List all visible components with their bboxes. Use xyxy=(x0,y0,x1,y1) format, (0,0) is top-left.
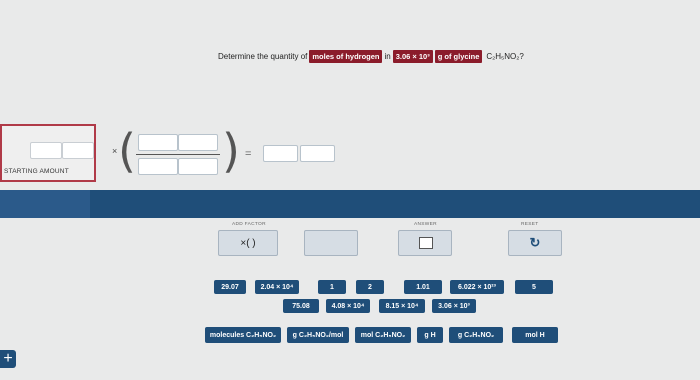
tile-8-15e4[interactable]: 8.15 × 10⁴ xyxy=(379,299,425,313)
answer-box-icon xyxy=(419,237,433,249)
equals-operator: = xyxy=(245,148,252,160)
numerator-value-field[interactable] xyxy=(138,134,178,151)
tile-75-08[interactable]: 75.08 xyxy=(283,299,319,313)
tile-2[interactable]: 2 xyxy=(356,280,384,294)
add-button[interactable]: + xyxy=(0,350,16,368)
tile-29-07[interactable]: 29.07 xyxy=(214,280,246,294)
answer-button[interactable] xyxy=(398,230,452,256)
tile-6-022e23[interactable]: 6.022 × 10²³ xyxy=(450,280,504,294)
starting-amount-label: STARTING AMOUNT xyxy=(4,168,69,175)
answer-label: ANSWER xyxy=(414,222,437,227)
tile-mol-glycine[interactable]: mol C₂H₅NO₂ xyxy=(355,327,411,343)
conversion-factor xyxy=(118,126,248,182)
left-paren: ( xyxy=(118,124,136,178)
question-middle: in xyxy=(384,52,391,61)
tile-mol-hydrogen[interactable]: mol H xyxy=(512,327,558,343)
tile-g-glycine-per-mol[interactable]: g C₂H₅NO₂/mol xyxy=(287,327,349,343)
tile-4-08e4[interactable]: 4.08 × 10⁴ xyxy=(326,299,370,313)
denominator-unit-field[interactable] xyxy=(178,158,218,175)
tile-molecules-glycine[interactable]: molecules C₂H₅NO₂ xyxy=(205,327,281,343)
result-unit-field[interactable] xyxy=(300,145,335,162)
right-paren: ) xyxy=(222,124,240,178)
result-value-field[interactable] xyxy=(263,145,298,162)
denominator-value-field[interactable] xyxy=(138,158,178,175)
tile-2-04e4[interactable]: 2.04 × 10⁴ xyxy=(255,280,299,294)
reset-button[interactable] xyxy=(508,230,562,256)
add-factor-button[interactable]: ×( ) xyxy=(218,230,278,256)
question-highlight-mass: 3.06 × 10³ xyxy=(393,50,433,63)
question-highlight-moles-hydrogen: moles of hydrogen xyxy=(309,50,382,63)
tile-1[interactable]: 1 xyxy=(318,280,346,294)
question-formula: C₂H₅NO₂? xyxy=(486,52,524,61)
question-text xyxy=(218,50,524,63)
question-prefix: Determine the quantity of xyxy=(218,52,308,61)
reset-icon: ↻ xyxy=(529,235,541,250)
blank-tool-slot xyxy=(304,230,358,256)
tile-g-glycine[interactable]: g C₂H₅NO₂ xyxy=(449,327,503,343)
divider-band xyxy=(0,190,700,218)
numerator-unit-field[interactable] xyxy=(178,134,218,151)
starting-amount-value-field[interactable] xyxy=(30,142,62,159)
multiply-operator: × xyxy=(112,146,118,156)
tile-5[interactable]: 5 xyxy=(515,280,553,294)
tile-g-hydrogen[interactable]: g H xyxy=(417,327,443,343)
add-factor-label: ADD FACTOR xyxy=(232,222,266,227)
reset-label: RESET xyxy=(521,222,539,227)
fraction-bar xyxy=(136,154,220,155)
starting-amount-unit-field[interactable] xyxy=(62,142,94,159)
starting-amount-box[interactable] xyxy=(0,124,96,182)
tile-3-06e3[interactable]: 3.06 × 10³ xyxy=(432,299,476,313)
divider-band-accent xyxy=(0,190,90,218)
question-highlight-glycine: g of glycine xyxy=(435,50,483,63)
tile-1-01[interactable]: 1.01 xyxy=(404,280,442,294)
